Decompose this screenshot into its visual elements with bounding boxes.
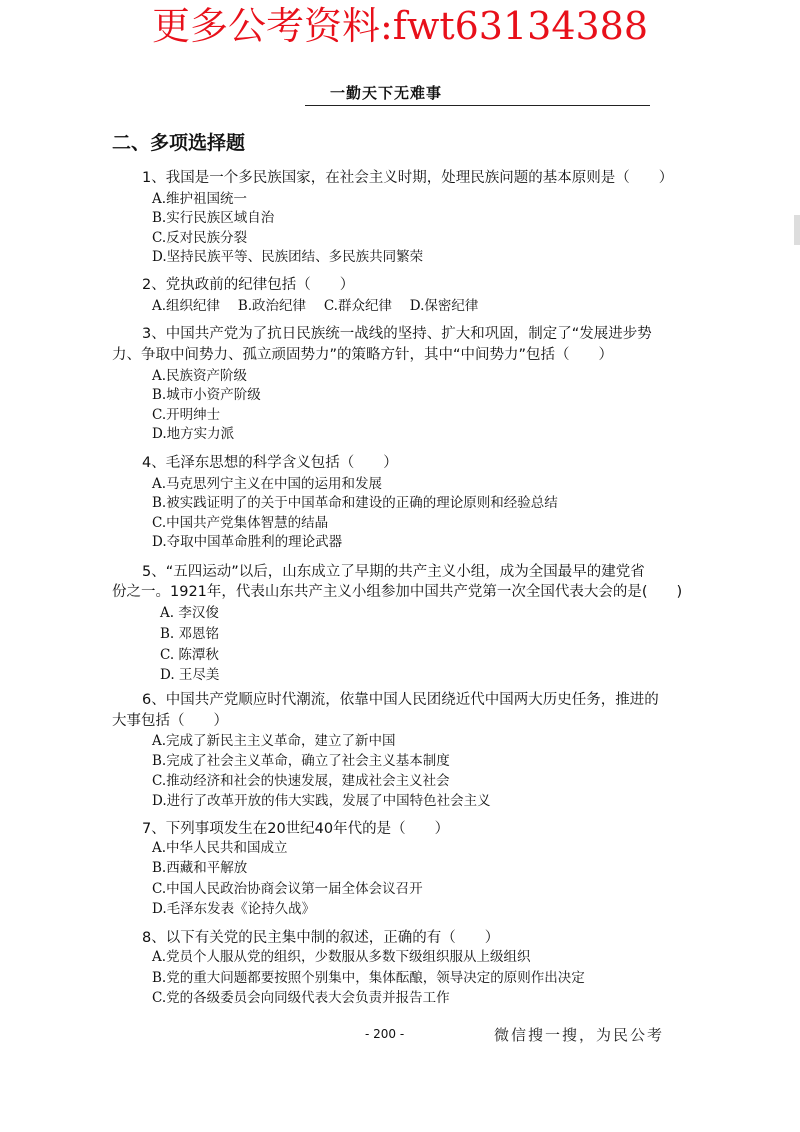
option-b: B.被实践证明了的关于中国革命和建设的正确的理论原则和经验总结	[152, 495, 558, 511]
question-text-cont: 力、争取中间势力、孤立顽固势力”的策略方针，其中“中间势力”包括（ ）	[112, 347, 614, 363]
option-c: C.党的各级委员会向同级代表大会负责并报告工作	[152, 990, 450, 1006]
section-title: 二、多项选择题	[112, 132, 246, 154]
option-c: C.开明绅士	[152, 407, 221, 423]
option-c: C. 陈潭秋	[160, 647, 219, 663]
option-d: D.地方实力派	[152, 426, 235, 442]
option-c: C.中国人民政治协商会议第一届全体会议召开	[152, 881, 423, 897]
option-b: B.党的重大问题都要按照个别集中，集体酝酿，领导决定的原则作出决定	[152, 970, 585, 986]
question-text: 8、以下有关党的民主集中制的叙述，正确的有（ ）	[142, 930, 500, 946]
motto-header: 一勤天下无难事	[330, 84, 443, 102]
question-text: 3、中国共产党为了抗日民族统一战线的坚持、扩大和巩固，制定了“发展进步势	[142, 326, 652, 342]
option-d: D.毛泽东发表《论持久战》	[152, 901, 316, 917]
option-a: A.马克思列宁主义在中国的运用和发展	[152, 476, 383, 492]
option-row: A.组织纪律 B.政治纪律 C.群众纪律 D.保密纪律	[152, 298, 479, 314]
option-b: B.西藏和平解放	[152, 860, 248, 876]
question-text: 5、“五四运动”以后，山东成立了早期的共产主义小组，成为全国最早的建党省	[142, 564, 645, 580]
footer-tag: 微信搜一搜，为民公考	[494, 1026, 665, 1044]
question-text-cont: 大事包括（ ）	[112, 713, 228, 729]
option-b: B.完成了社会主义革命，确立了社会主义基本制度	[152, 753, 450, 769]
option-a: A.中华人民共和国成立	[152, 840, 288, 856]
option-b: B.城市小资产阶级	[152, 387, 261, 403]
option-a: A.党员个人服从党的组织，少数服从多数下级组织服从上级组织	[152, 949, 531, 965]
option-d: D. 王尽美	[160, 667, 220, 683]
option-d: D.夺取中国革命胜利的理论武器	[152, 534, 343, 550]
page-number: - 200 -	[365, 1027, 405, 1041]
option-c: C.推动经济和社会的快速发展，建成社会主义社会	[152, 773, 450, 789]
question-text: 7、下列事项发生在20世纪40年代的是（ ）	[142, 821, 450, 837]
scan-edge-mark	[794, 215, 800, 245]
option-a: A. 李汉俊	[160, 605, 219, 621]
option-d: D.坚持民族平等、民族团结、多民族共同繁荣	[152, 249, 424, 265]
question-text: 4、毛泽东思想的科学含义包括（ ）	[142, 455, 398, 471]
option-c: C.反对民族分裂	[152, 230, 248, 246]
option-a: A.民族资产阶级	[152, 368, 248, 384]
option-a: A.维护祖国统一	[152, 191, 248, 207]
question-text: 2、党执政前的纪律包括（ ）	[142, 277, 355, 293]
option-c: C.中国共产党集体智慧的结晶	[152, 515, 329, 531]
question-text: 6、中国共产党顺应时代潮流，依靠中国人民团绕近代中国两大历史任务，推进的	[142, 692, 659, 708]
question-text: 1、我国是一个多民族国家，在社会主义时期，处理民族问题的基本原则是（ ）	[142, 170, 674, 186]
header-rule	[305, 105, 650, 106]
option-a: A.完成了新民主主义革命，建立了新中国	[152, 733, 396, 749]
promo-banner: 更多公考资料:fwt63134388	[151, 4, 649, 48]
option-b: B.实行民族区域自治	[152, 210, 275, 226]
option-b: B. 邓恩铭	[160, 626, 220, 642]
question-text-cont: 份之一。1921年，代表山东共产主义小组参加中国共产党第一次全国代表大会的是( )	[112, 584, 683, 600]
option-d: D.进行了改革开放的伟大实践，发展了中国特色社会主义	[152, 793, 491, 809]
